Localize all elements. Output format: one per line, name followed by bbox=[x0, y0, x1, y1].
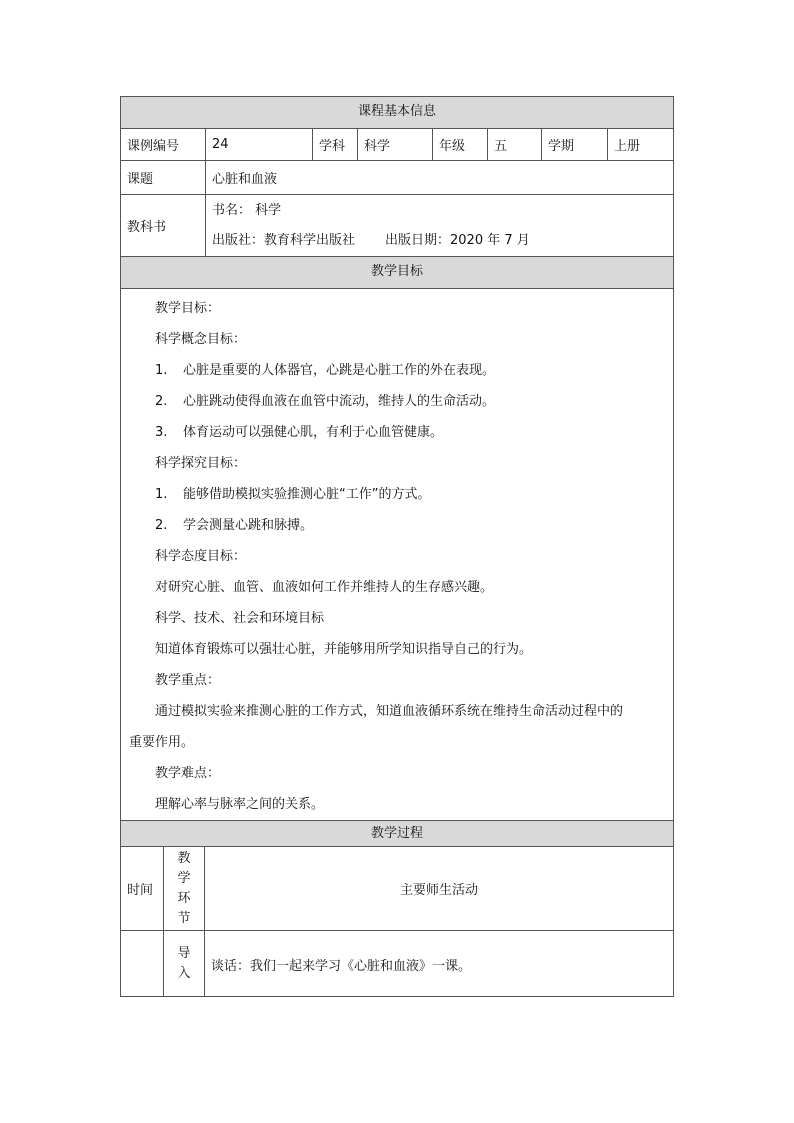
term-label: 学期 bbox=[542, 129, 608, 160]
stage-char: 节 bbox=[177, 910, 191, 926]
objective-line bbox=[155, 479, 661, 510]
objective-line bbox=[155, 758, 661, 789]
objective-line bbox=[155, 293, 661, 324]
time-column-header: 时间 bbox=[121, 847, 164, 930]
objective-text: 能够借助模拟实验推测心脏“工作”的方式。 bbox=[183, 487, 431, 502]
objective-line bbox=[155, 448, 661, 479]
subject-value: 科学 bbox=[358, 129, 433, 160]
objective-line bbox=[155, 789, 661, 820]
process-row-stage bbox=[164, 931, 205, 997]
objective-line bbox=[155, 572, 661, 603]
objective-line bbox=[155, 417, 661, 448]
stage-char: 入 bbox=[177, 966, 191, 981]
objective-number: 1. bbox=[155, 363, 168, 378]
case-no-label: 课例编号 bbox=[121, 129, 206, 160]
objective-line bbox=[155, 324, 661, 355]
objective-line bbox=[155, 696, 661, 727]
process-row bbox=[121, 931, 673, 997]
basic-info-header bbox=[121, 97, 673, 129]
subject-label: 学科 bbox=[313, 129, 358, 160]
objective-text: 科学探究目标： bbox=[155, 456, 247, 471]
objective-number: 2. bbox=[155, 518, 168, 533]
objective-line bbox=[129, 727, 661, 758]
lesson-plan-table bbox=[120, 96, 674, 997]
process-title: 教学过程 bbox=[370, 826, 423, 841]
objective-text: 重要作用。 bbox=[129, 735, 195, 750]
stage-char: 环 bbox=[177, 890, 191, 906]
objective-text: 教学难点： bbox=[155, 766, 221, 781]
objective-text: 教学重点： bbox=[155, 673, 221, 688]
textbook-label: 教科书 bbox=[121, 195, 206, 256]
activity-column-header: 主要师生活动 bbox=[399, 883, 478, 898]
objective-line bbox=[155, 541, 661, 572]
objective-line bbox=[155, 634, 661, 665]
objective-line bbox=[155, 386, 661, 417]
objective-line bbox=[155, 665, 661, 696]
textbook-row bbox=[121, 195, 673, 257]
stage-char: 导 bbox=[177, 946, 191, 961]
topic-row bbox=[121, 161, 673, 195]
term-value: 上册 bbox=[614, 139, 641, 154]
objective-number: 2. bbox=[155, 394, 168, 409]
objective-text: 通过模拟实验来推测心脏的工作方式，知道血液循环系统在维持生命活动过程中的 bbox=[155, 704, 624, 719]
objective-text: 体育运动可以强健心肌，有利于心血管健康。 bbox=[183, 425, 444, 440]
objective-text: 科学态度目标： bbox=[155, 549, 247, 564]
objective-text: 学会测量心跳和脉搏。 bbox=[183, 518, 314, 533]
objective-text: 理解心率与脉率之间的关系。 bbox=[155, 797, 325, 812]
grade-label: 年级 bbox=[433, 129, 488, 160]
publisher-line bbox=[212, 226, 530, 256]
process-row-activity: 谈话：我们一起来学习《心脏和血液》一课。 bbox=[211, 958, 472, 974]
pub-date: 出版日期：2020 年 7 月 bbox=[385, 232, 530, 248]
process-header bbox=[121, 821, 673, 847]
stage-char: 学 bbox=[177, 870, 191, 886]
objective-line bbox=[155, 510, 661, 541]
objective-number: 1. bbox=[155, 487, 168, 502]
objective-text: 科学、技术、社会和环境目标 bbox=[155, 611, 325, 626]
topic-value: 心脏和血液 bbox=[212, 172, 278, 187]
textbook-info bbox=[206, 195, 673, 256]
basic-info-title: 课程基本信息 bbox=[357, 104, 436, 119]
publisher: 出版社：教育科学出版社 bbox=[212, 232, 356, 248]
case-no-value: 24 bbox=[206, 129, 313, 160]
objective-text: 科学概念目标： bbox=[155, 332, 247, 347]
objective-text: 心脏跳动使得血液在血管中流动，维持人的生命活动。 bbox=[183, 394, 496, 409]
objective-text: 知道体育锻炼可以强壮心脏，并能够用所学知识指导自己的行为。 bbox=[155, 642, 533, 657]
process-row-time bbox=[121, 931, 164, 997]
book-name: 书名： 科学 bbox=[212, 202, 282, 218]
objective-text: 对研究心脏、血管、血液如何工作并维持人的生存感兴趣。 bbox=[155, 580, 494, 595]
objective-number: 3. bbox=[155, 425, 168, 440]
basic-info-row-1 bbox=[121, 129, 673, 161]
topic-label: 课题 bbox=[121, 161, 206, 194]
objective-text: 心脏是重要的人体器官，心跳是心脏工作的外在表现。 bbox=[183, 363, 496, 378]
objectives-header bbox=[121, 257, 673, 289]
stage-column-header bbox=[164, 847, 205, 930]
process-column-header bbox=[121, 847, 673, 931]
stage-char: 教 bbox=[177, 850, 191, 866]
objectives-content bbox=[121, 289, 673, 821]
grade-value: 五 bbox=[488, 129, 542, 160]
objective-line bbox=[155, 355, 661, 386]
objective-line bbox=[155, 603, 661, 634]
objective-text: 教学目标： bbox=[155, 301, 221, 316]
objectives-title: 教学目标 bbox=[370, 264, 423, 279]
